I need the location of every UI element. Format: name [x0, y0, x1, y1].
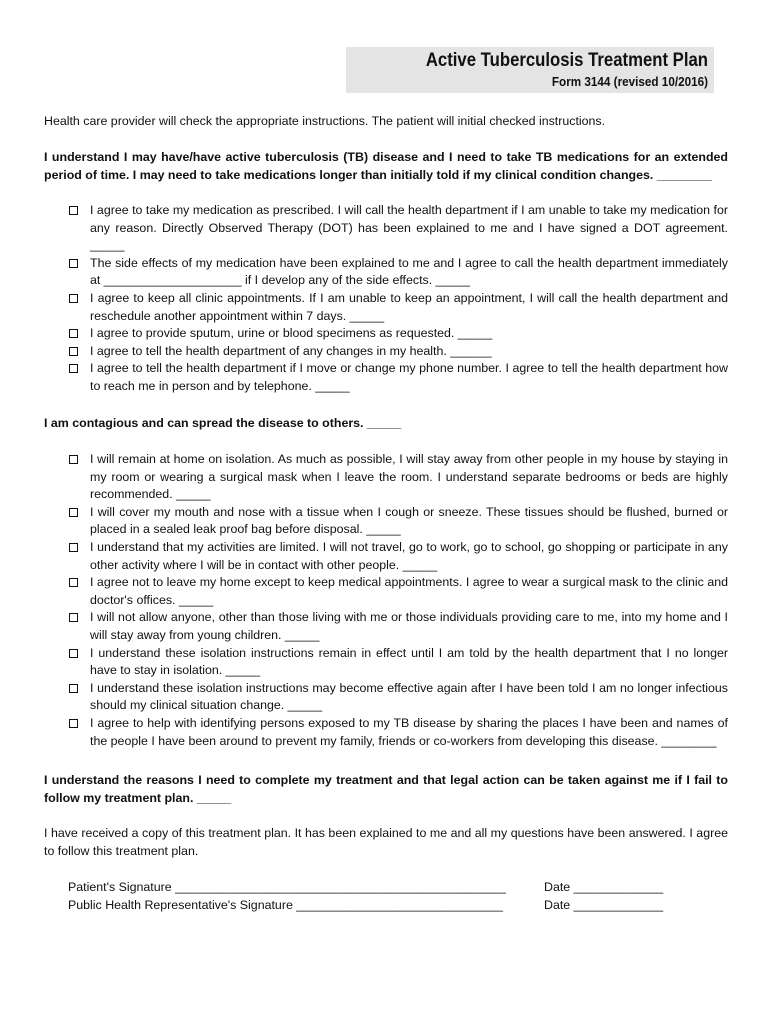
checkbox[interactable]	[69, 206, 78, 215]
checklist-item	[44, 715, 728, 750]
checklist-item-text: I agree to provide sputum, urine or blood specimens as requested. _____	[90, 326, 493, 341]
intro-text: Health care provider will check the appropriate instructions. The patient will initial checked instructions.	[44, 114, 606, 128]
checklist-item-text: The side effects of my medication have been explained to me and I agree to call the health department immediately at ____________________ if I develop any of the side effects. _____	[90, 255, 728, 288]
checkbox[interactable]	[69, 294, 78, 303]
checklist-item	[44, 325, 728, 343]
checklist-item-text: I understand that my activities are limited. I will not travel, go to work, go to school, go shopping or participate in any other activity where I will be in contact with other people. _____	[90, 539, 728, 572]
checklist-item	[44, 290, 728, 325]
form-number: Form 3144 (revised 10/2016)	[551, 74, 708, 89]
checklist-item-text: I will cover my mouth and nose with a tissue when I cough or sneeze. These tissues should be flushed, burned or placed in a sealed leak proof bag before disposal. _____	[90, 504, 728, 537]
checkbox[interactable]	[69, 364, 78, 373]
checkbox[interactable]	[69, 684, 78, 693]
checkbox[interactable]	[69, 613, 78, 622]
checklist-item-text: I will remain at home on isolation. As much as possible, I will stay away from other people in my house by staying in my room or wearing a surgical mask when I leave the room. I understand separate bedrooms or beds are highly recommended. _____	[90, 452, 728, 502]
section2-heading: I am contagious and can spread the disease to others. _____	[44, 416, 402, 430]
checklist-item-text: I agree to keep all clinic appointments. If I am unable to keep an appointment, I will call the health department and reschedule another appointment within 7 days. _____	[90, 290, 728, 323]
checklist-item	[44, 255, 728, 290]
checklist-item-text: I agree to take my medication as prescribed. I will call the health department if I am unable to take my medication for any reason. Directly Observed Therapy (DOT) has been explained to me and I have signed a DOT agreement. _____	[90, 203, 728, 253]
checklist-item	[44, 202, 728, 255]
checkbox[interactable]	[69, 649, 78, 658]
checklist-item	[44, 645, 728, 680]
checkbox[interactable]	[69, 329, 78, 338]
checklist-item-text: I agree to help with identifying persons exposed to my TB disease by sharing the places I have been and names of the people I have been around to prevent my family, friends or co-workers from developing this disease. ________	[90, 715, 728, 748]
checklist-item	[44, 574, 728, 609]
section1-checklist	[44, 202, 728, 396]
checklist-item-text: I will not allow anyone, other than those living with me or those individuals providing care to me, into my home and I will stay away from young children. _____	[90, 610, 728, 642]
checklist-item-text: I understand these isolation instructions may become effective again after I have been told I am no longer infectious should my clinical situation change. _____	[90, 680, 728, 713]
checkbox[interactable]	[69, 719, 78, 728]
checklist-item-text: I agree to tell the health department of any changes in my health. ______	[90, 343, 492, 358]
form-title: Active Tuberculosis Treatment Plan	[425, 50, 708, 71]
section2-checklist	[44, 451, 728, 750]
checkbox[interactable]	[69, 543, 78, 552]
checklist-item	[44, 451, 728, 504]
checklist-item-text: I agree to tell the health department if I move or change my phone number. I agree to tell the health department how to reach me in person and by telephone. _____	[90, 361, 728, 393]
patient-date-field[interactable]: Date _____________	[544, 880, 664, 894]
form-header	[346, 47, 714, 93]
checklist-item-text: I understand these isolation instructions remain in effect until I am told by the health department that I no longer have to stay in isolation. _____	[90, 645, 728, 678]
rep-signature-field[interactable]: Public Health Representative's Signature ______________________________	[68, 898, 504, 912]
checklist-item	[44, 680, 728, 715]
patient-signature-row	[68, 879, 708, 897]
checklist-item-text: I agree not to leave my home except to keep medical appointments. I agree to wear a surgical mask to the clinic and doctor's offices. _____	[90, 575, 728, 607]
acknowledgement-text: I have received a copy of this treatment plan. It has been explained to me and all my questions have been answered. I agree to follow this treatment plan.	[44, 826, 728, 858]
checklist-item	[44, 343, 728, 361]
checklist-item	[44, 539, 728, 574]
patient-signature-field[interactable]: Patient's Signature ________________________________________________	[68, 880, 506, 894]
checklist-item	[44, 504, 728, 539]
checkbox[interactable]	[69, 508, 78, 517]
checkbox[interactable]	[69, 578, 78, 587]
checkbox[interactable]	[69, 259, 78, 268]
checkbox[interactable]	[69, 347, 78, 356]
section1-heading: I understand I may have/have active tuberculosis (TB) disease and I need to take TB medications for an extended period of time. I may need to take medications longer than initially told if my clinical condition changes. ________	[44, 150, 728, 182]
rep-signature-row	[68, 897, 708, 915]
checkbox[interactable]	[69, 455, 78, 464]
section3-heading: I understand the reasons I need to complete my treatment and that legal action can be taken against me if I fail to follow my treatment plan. _____	[44, 773, 728, 805]
checklist-item	[44, 609, 728, 644]
checklist-item	[44, 360, 728, 395]
rep-date-field[interactable]: Date _____________	[544, 898, 664, 912]
